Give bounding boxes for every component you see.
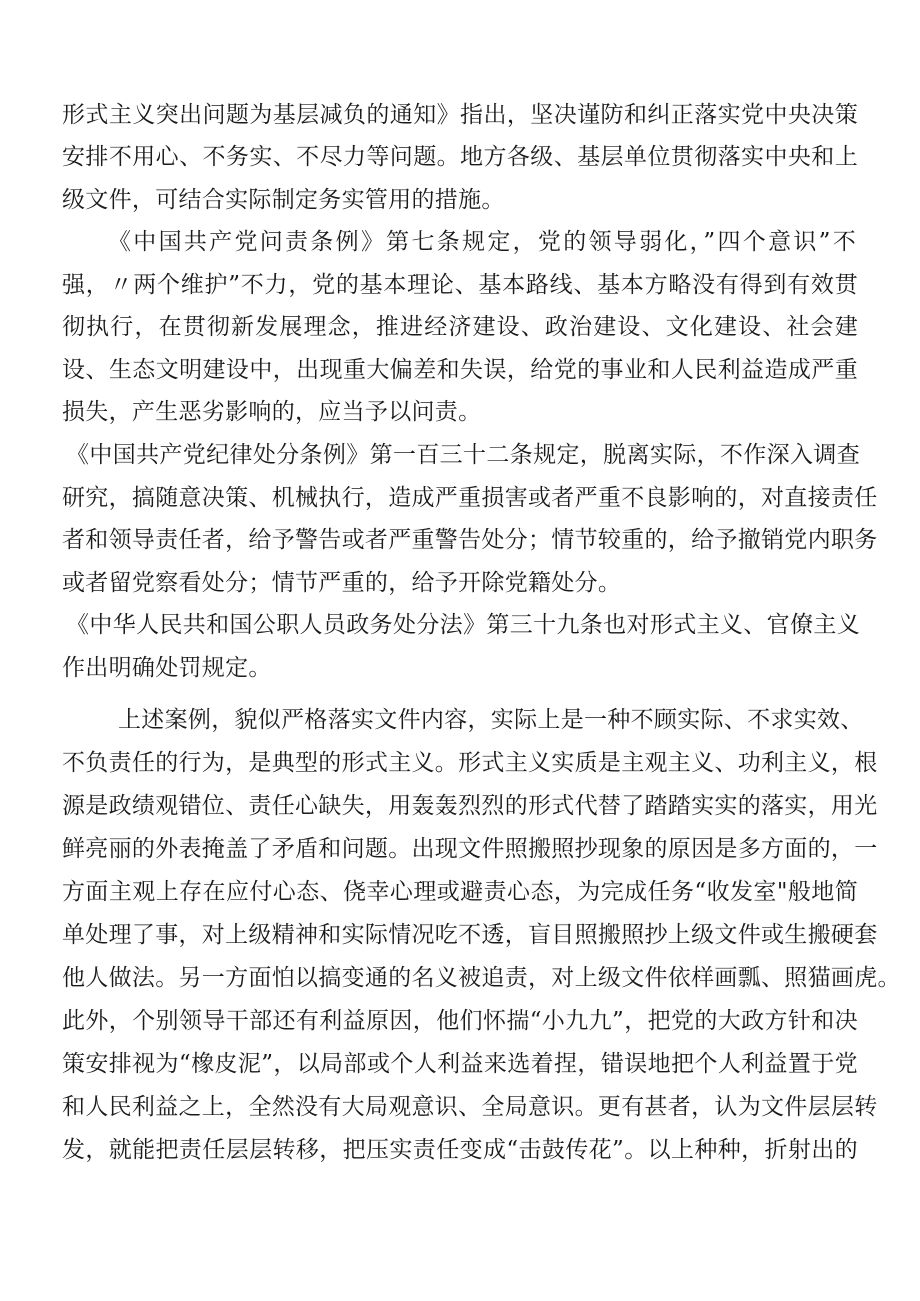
text-line: 《中华人民共和国公职人员政务处分法》第三十九条也对形式主义、官僚主义 — [66, 612, 860, 638]
text-line: 作出明确处罚规定。 — [62, 655, 272, 681]
text-line: 彻执行，在贯彻新发展理念，推进经济建设、政治建设、文化建设、社会建 — [62, 314, 858, 340]
text-line: 策安排视为“橡皮泥”，以局部或个人利益来选着捏，错误地把个人利益置于党 — [62, 1051, 858, 1077]
text-line: 源是政绩观错位、责任心缺失，用轰轰烈烈的形式代替了踏踏实实的落实，用光 — [62, 793, 878, 819]
text-line: 单处理了事，对上级精神和实际情况吃不透，盲目照搬照抄上级文件或生搬硬套 — [62, 922, 878, 948]
text-line: 形式主义突出问题为基层减负的通知》指出，坚决谨防和纠正落实党中央决策 — [62, 102, 858, 128]
text-line: 安排不用心、不务实、不尽力等问题。地方各级、基层单位贯彻落实中央和上 — [62, 144, 858, 170]
text-line: 者和领导责任者，给予警告或者严重警告处分；情节较重的，给予撤销党内职务 — [62, 527, 878, 553]
text-line: 他人做法。另一方面怕以搞变通的名义被追责，对上级文件依样画瓢、照猫画虎。 — [62, 965, 901, 991]
text-line: 和人民利益之上，全然没有大局观意识、全局意识。更有甚者，认为文件层层转 — [62, 1094, 878, 1120]
text-line: 此外，个别领导干部还有利益原因，他们怀揣“小九九”，把党的大政方针和决 — [62, 1008, 858, 1034]
text-line: 上述案例，貌似严格落实文件内容，实际上是一种不顾实际、不求实效、 — [118, 707, 864, 733]
text-line: 鲜亮丽的外表掩盖了矛盾和问题。出现文件照搬照抄现象的原因是多方面的，一 — [62, 836, 878, 862]
text-line: 损失，产生恶劣影响的，应当予以问责。 — [62, 399, 482, 425]
text-line: 方面主观上存在应付心态、侥幸心理或避责心态，为完成任务“收发室"般地简 — [62, 879, 858, 905]
text-line: 级文件，可结合实际制定务实管用的措施。 — [62, 187, 505, 213]
text-line: 设、生态文明建设中，出现重大偏差和失误，给党的事业和人民利益造成严重 — [62, 357, 858, 383]
text-line: 不负责任的行为，是典型的形式主义。形式主义实质是主观主义、功利主义，根 — [62, 750, 878, 776]
text-line: 研究，搞随意决策、机械执行，造成严重损害或者严重不良影响的，对直接责任 — [62, 485, 878, 511]
text-line: 《中国共产党问责条例》第七条规定，党的领导弱化，”四个意识”不 — [108, 229, 856, 255]
text-line: 《中国共产党纪律处分条例》第一百三十二条规定，脱离实际，不作深入调查 — [66, 442, 860, 468]
text-line: 强，〃两个维护”不力，党的基本理论、基本路线、基本方略没有得到有效贯 — [62, 272, 858, 298]
text-line: 发，就能把责任层层转移，把压实责任变成“击鼓传花”。以上种种，折射出的 — [62, 1137, 858, 1163]
text-line: 或者留党察看处分；情节严重的，给予开除党籍处分。 — [62, 570, 622, 596]
